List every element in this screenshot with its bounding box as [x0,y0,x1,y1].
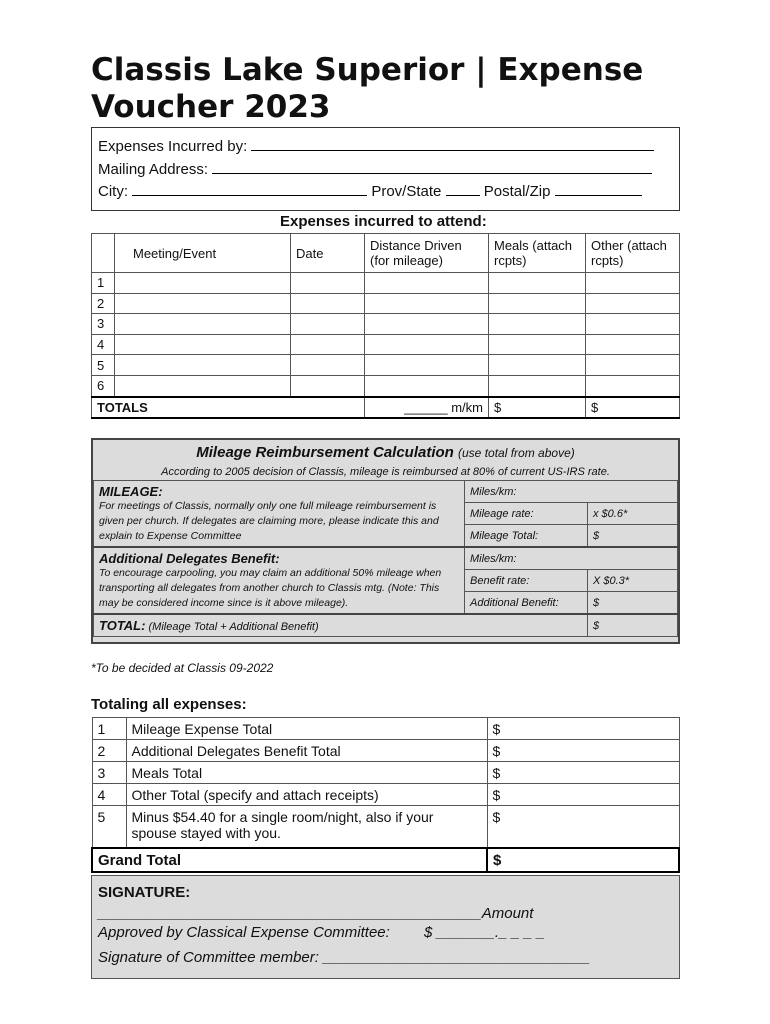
totals-label: TOTALS [92,397,365,418]
col-meals: Meals (attach rcpts) [489,234,586,273]
benefit-rate-value: X $0.3* [588,570,678,592]
totaling-caption: Totaling all expenses: [91,696,247,713]
mileage-rate-label: Mileage rate: [465,503,588,525]
city-label: City: [98,183,128,200]
col-date: Date [291,234,365,273]
additional-benefit-total-label: Additional Benefit: [465,592,588,615]
mileage-total-value[interactable]: $ [588,525,678,548]
mileage-total-note: (Mileage Total + Additional Benefit) [148,621,319,633]
table-row: 5 [92,355,680,376]
mileage-label: MILEAGE: [99,484,163,499]
city-field[interactable] [132,181,367,196]
footnote: *To be decided at Classis 09-2022 [91,661,274,675]
meals-total-field[interactable]: $ [489,397,586,418]
table-row: 1 Mileage Expense Total $ [92,718,679,740]
table-row: 4 Other Total (specify and attach receipts) $ [92,784,679,806]
table-row: 6 [92,375,680,396]
signature-label: SIGNATURE: [98,884,191,901]
signature-section [91,875,680,979]
postal-field[interactable] [555,181,642,196]
expenses-caption: Expenses incurred to attend: [280,213,487,230]
col-distance: Distance Driven (for mileage) [365,234,489,273]
incurred-by-field[interactable] [251,136,654,151]
mailing-address-field[interactable] [212,159,652,174]
mileage-rate-value: x $0.6* [588,503,678,525]
committee-signature-line[interactable]: Signature of Committee member: ________________________________ [98,949,591,966]
other-total-field[interactable]: $ [586,397,680,418]
additional-benefit-label: Additional Delegates Benefit: [99,551,280,566]
prov-field[interactable] [446,181,480,196]
approved-value[interactable]: $ _______._ _ _ _ [423,924,545,941]
expenses-table [91,233,680,419]
miles-km-label[interactable]: Miles/km: [465,481,678,503]
additional-benefit-value[interactable]: $ [588,592,678,615]
mileage-text: For meetings of Classis, normally only one full mileage reimbursement is given per church. If delegates are claiming more, please indicate this and explain to Expense Committee [99,500,439,542]
postal-label: Postal/Zip [483,183,551,200]
table-row: 1 [92,273,680,294]
table-row: 3 [92,314,680,335]
add-miles-km-label[interactable]: Miles/km: [465,547,678,570]
totaling-table [91,717,680,873]
table-row: 2 [92,293,680,314]
incurred-by-label: Expenses Incurred by: [98,138,248,155]
table-row: 3 Meals Total $ [92,762,679,784]
mileage-title: Mileage Reimbursement Calculation (use total from above) [196,444,575,461]
signature-amount-line[interactable]: ______________________________________________Amount [98,905,534,922]
col-meeting: Meeting/Event [115,234,291,273]
benefit-rate-label: Benefit rate: [465,570,588,592]
prov-label: Prov/State [371,183,442,200]
mileage-total-sum-label: TOTAL: [99,618,146,633]
table-row: 2 Additional Delegates Benefit Total $ [92,740,679,762]
mileage-total-sum-value[interactable]: $ [588,614,678,637]
mileage-total-label: Mileage Total: [465,525,588,548]
approved-label: Approved by Classical Expense Committee: [98,924,390,941]
table-row: 4 [92,334,680,355]
col-other: Other (attach rcpts) [586,234,680,273]
mileage-subtitle: According to 2005 decision of Classis, mileage is reimbursed at 80% of current US-IRS rate. [161,466,610,478]
page-title: Classis Lake Superior | Expense Voucher 2023 [91,52,644,125]
grand-total-value[interactable]: $ [487,848,679,872]
additional-benefit-text: To encourage carpooling, you may claim an additional 50% mileage when transporting all delegates from another church to Classis mtg. (Note: This may be considered income since is it above mileage). [99,567,442,609]
claimant-info-box [91,127,680,211]
mileage-section [91,438,680,644]
mileage-total-field[interactable]: ______ m/km [365,397,489,418]
mailing-address-label: Mailing Address: [98,160,209,178]
mileage-table [93,480,678,637]
table-row: 5 Minus $54.40 for a single room/night, also if your spouse stayed with you. $ [92,806,679,849]
grand-total-label: Grand Total [92,848,487,872]
